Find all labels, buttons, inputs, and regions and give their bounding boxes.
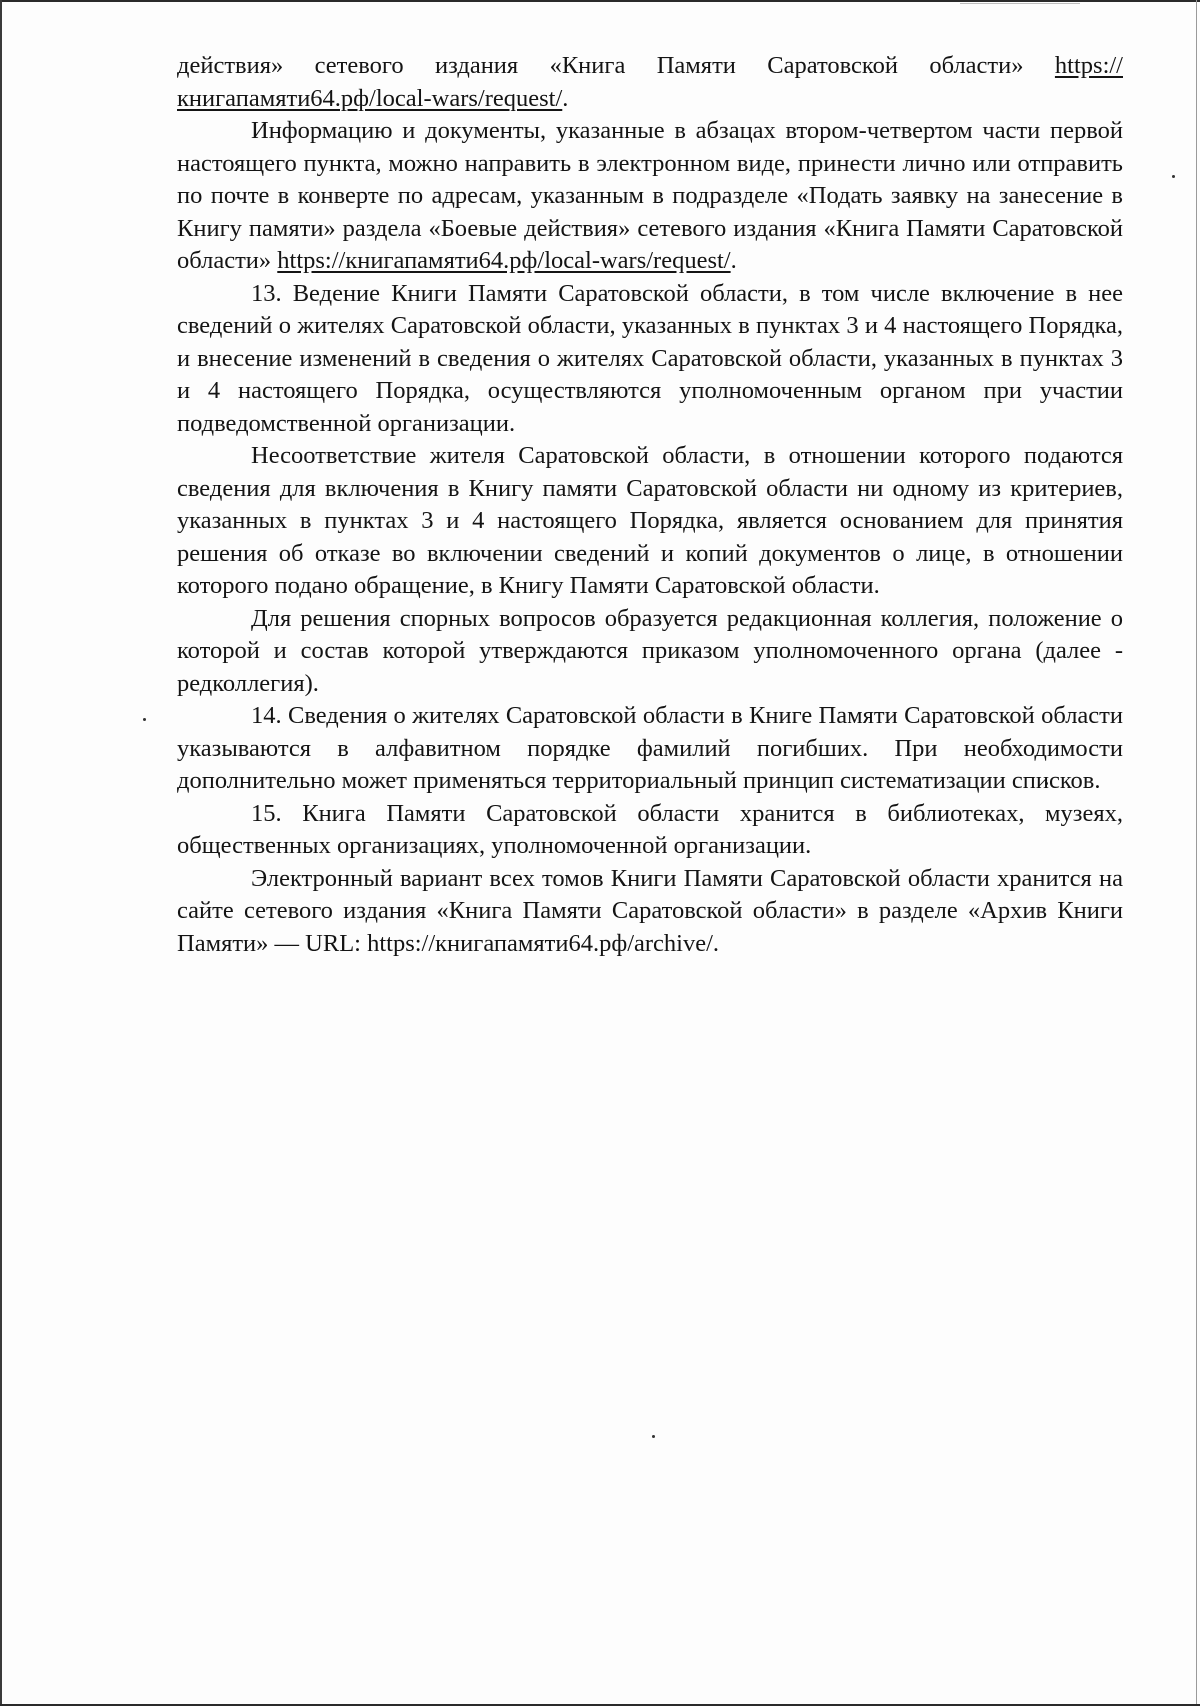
request-link[interactable]: https://книгапамяти64.рф/local-wars/request/: [277, 247, 731, 274]
scan-speck: [143, 718, 146, 721]
document-body: [177, 50, 1123, 960]
paragraph-text: действия» сетевого издания «Книга Памяти Саратовской области»: [177, 52, 1024, 79]
paragraph-text: Информацию и документы, указанные в абзацах втором-четвертом части первой настоящего пункта, можно направить в электронном виде, принести лично или отправить по почте в конверте по адресам, указанным в подразделе «Подать заявку на занесение в Книгу памяти» раздела «Боевые действия» сетевого издания «Книга Памяти Саратовской области»: [177, 117, 1123, 274]
paragraph: 14. Сведения о жителях Саратовской области в Книге Памяти Саратовской области указываются в алфавитном порядке фамилий погибших. При необходимости дополнительно может применяться территориальный принцип систематизации списков.: [177, 702, 1123, 794]
request-link[interactable]: https://книгапамяти64.рф/local-wars/request/: [177, 52, 1123, 112]
paragraph-tail: .: [562, 84, 569, 112]
paragraph: Для решения спорных вопросов образуется редакционная коллегия, положение о которой и состав которой утверждаются приказом уполномоченного органа (далее - редколлегия).: [177, 604, 1123, 697]
paragraph: 13. Ведение Книги Памяти Саратовской области, в том числе включение в нее сведений о жителях Саратовской области, указанных в пунктах 3 и 4 настоящего Порядка, и внесение изменений в сведения о жителях Саратовской области, указанных в пунктах 3 и 4 настоящего Порядка, осуществляются уполномоченным органом при участии подведомственной организации.: [177, 279, 1123, 437]
paragraph: 15. Книга Памяти Саратовской области хранится в библиотеках, музеях, общественных организациях, уполномоченной организации.: [177, 799, 1123, 859]
paragraph: [177, 50, 1123, 115]
paragraph: Электронный вариант всех томов Книги Памяти Саратовской области хранится на сайте сетевого издания «Книга Памяти Саратовской области» в разделе «Архив Книги Памяти» — URL: https://книгапамяти64.рф/archive/.: [177, 864, 1123, 957]
scan-border-top: [0, 0, 1200, 2]
scan-mark-top: [960, 3, 1080, 4]
scan-speck: [652, 1435, 655, 1438]
paragraph: [177, 115, 1123, 278]
scan-speck: [1172, 175, 1175, 178]
scan-border-right: [1196, 0, 1197, 1706]
paragraph-tail: .: [730, 247, 737, 274]
paragraph: Несоответствие жителя Саратовской области, в отношении которого подаются сведения для включения в Книгу памяти Саратовской области ни одному из критериев, указанных в пунктах 3 и 4 настоящего Порядка, является основанием для принятия решения об отказе во включении сведений и копий документов о лице, в отношении которого подано обращение, в Книгу Памяти Саратовской области.: [177, 442, 1123, 599]
scan-border-left: [0, 0, 2, 1706]
